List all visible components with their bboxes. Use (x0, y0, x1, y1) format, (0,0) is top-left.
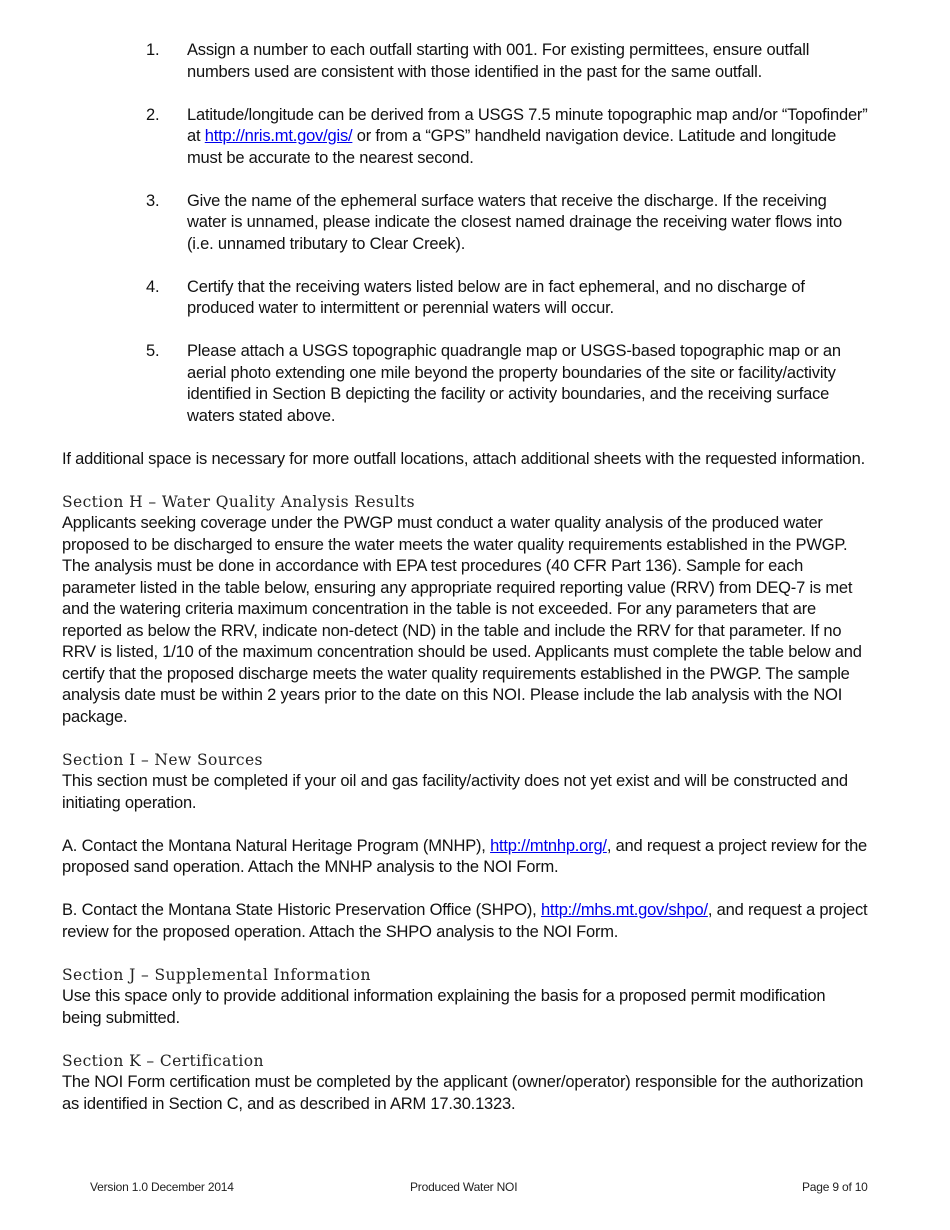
instruction-item (62, 341, 868, 427)
footer-title: Produced Water NOI (410, 1180, 518, 1194)
instruction-item (62, 105, 868, 170)
section-paragraph (62, 836, 868, 879)
text-run: A. Contact the Montana Natural Heritage Program (MNHP), (62, 836, 491, 855)
section-paragraph (62, 771, 868, 814)
instruction-item (62, 40, 868, 83)
footer-page-number: Page 9 of 10 (802, 1180, 868, 1194)
instruction-text (187, 41, 809, 81)
instruction-number: 3. (146, 191, 160, 210)
sections-container (62, 492, 868, 1116)
instruction-text (187, 342, 841, 425)
section-heading: Section H – Water Quality Analysis Results (62, 492, 415, 511)
section-paragraph (62, 1072, 868, 1115)
hyperlink[interactable]: http://mtnhp.org/ (490, 836, 607, 855)
additional-space-note: If additional space is necessary for more outfall locations, attach additional sheets with the requested information. (62, 449, 865, 468)
instruction-item (62, 191, 868, 256)
hyperlink[interactable]: http://mhs.mt.gov/shpo/ (540, 901, 708, 919)
section-paragraph (62, 513, 868, 728)
instruction-list (62, 40, 868, 427)
section-i (62, 750, 868, 944)
instruction-text (187, 106, 868, 167)
section-h (62, 492, 868, 729)
instruction-number: 1. (146, 41, 160, 59)
instruction-number: 5. (146, 342, 160, 360)
section-paragraph (62, 900, 868, 943)
text-run: Please attach a USGS topographic quadrangle map or USGS-based topographic map or an aerial photo extending one mile beyond the property boundaries of the site or facility/activity identified in Section B depicting the facility or activity boundaries, and the receiving surface waters stated above. (187, 342, 841, 425)
text-run: Use this space only to provide additional information explaining the basis for a proposed permit modification being submitted. (62, 987, 826, 1027)
instruction-item (62, 277, 868, 320)
text-run: Give the name of the ephemeral surface waters that receive the discharge. If the receiving water is unnamed, please indicate the closest named drainage the receiving water flows into (i.e. unnamed tributary to Clear Creek). (187, 191, 843, 253)
instruction-text (187, 278, 805, 318)
text-run: This section must be completed if your oil and gas facility/activity does not yet exist and will be constructed and initiating operation. (62, 772, 848, 812)
section-j (62, 965, 868, 1030)
instruction-number: 4. (146, 277, 160, 296)
text-run: B. Contact the Montana State Historic Preservation Office (SHPO), (62, 901, 541, 919)
text-run: Latitude/longitude can be derived from a USGS 7.5 minute topographic map and/or “Topofinder” at (187, 105, 868, 145)
hyperlink[interactable]: http://nris.mt.gov/gis/ (204, 127, 353, 145)
text-run: Assign a number to each outfall starting with 001. For existing permittees, ensure outfall numbers used are consistent with those identified in the past for the same outfall. (187, 41, 810, 81)
instruction-text (187, 192, 842, 253)
text-run: , and request a project review for the proposed sand operation. Attach the MNHP analysis to the NOI Form. (62, 836, 868, 876)
text-run: Applicants seeking coverage under the PWGP must conduct a water quality analysis of the produced water proposed to be discharged to ensure the water meets the water quality requirements established in the PWGP. The analysis must be done in accordance with EPA test procedures (40 CFR Part 136). Sample for each parameter listed in the table below, ensuring any appropriate required reporting value (RRV) from DEQ-7 is met and the watering criteria maximum concentration in the table is not exceeded. For any parameters that are reported as below the RRV, indicate non-detect (ND) in the table and include the RRV for that parameter. If no RRV is listed, 1/10 of the maximum concentration should be used. Applicants must complete the table below and certify that the proposed discharge meets the water quality requirements established in the PWGP. The sample analysis date must be within 2 years prior to the date on this NOI. Please include the lab analysis with the NOI package. (62, 514, 862, 726)
section-heading: Section J – Supplemental Information (62, 965, 371, 984)
section-paragraph (62, 986, 868, 1029)
section-heading: Section I – New Sources (62, 750, 263, 769)
document-body (62, 40, 868, 1137)
footer-version: Version 1.0 December 2014 (90, 1180, 234, 1194)
section-heading: Section K – Certification (62, 1051, 264, 1070)
text-run: Certify that the receiving waters listed below are in fact ephemeral, and no discharge of produced water to intermittent or perennial waters will occur. (187, 277, 805, 317)
instruction-number: 2. (146, 105, 160, 124)
text-run: , and request a project review for the proposed operation. Attach the SHPO analysis to the NOI Form. (62, 901, 868, 941)
text-run: or from a “GPS” handheld navigation device. Latitude and longitude must be accurate to the nearest second. (187, 127, 837, 167)
text-run: The NOI Form certification must be completed by the applicant (owner/operator) responsible for the authorization as identified in Section C, and as described in ARM 17.30.1323. (62, 1073, 864, 1113)
section-k (62, 1051, 868, 1116)
